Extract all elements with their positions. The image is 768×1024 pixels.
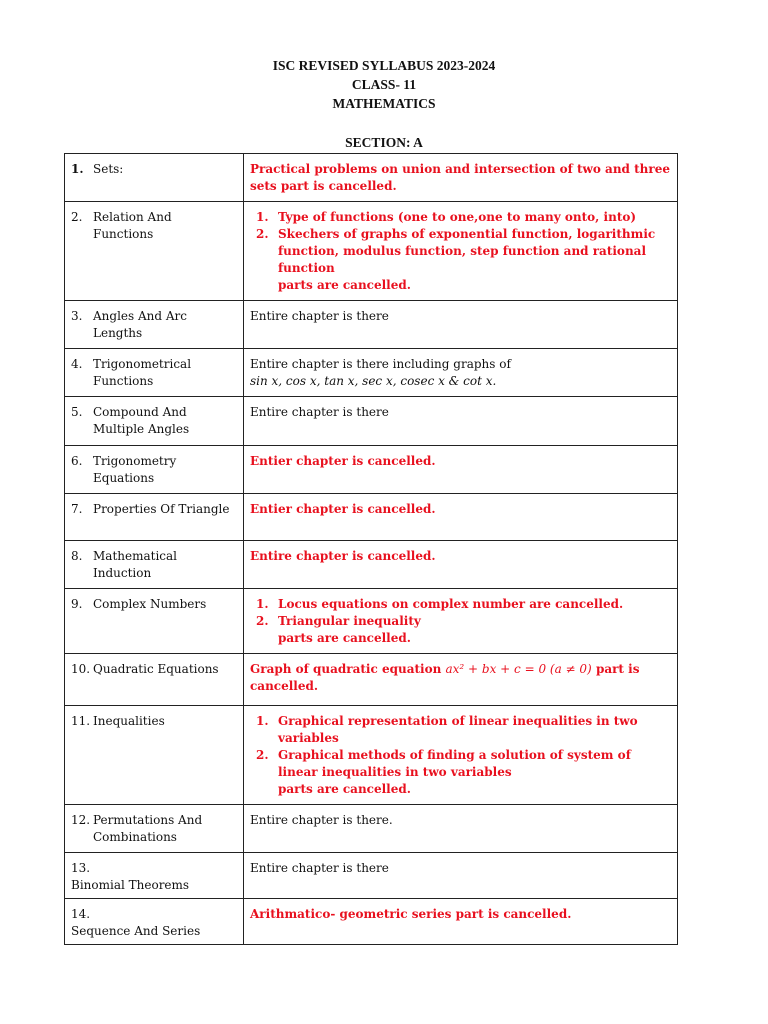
status-text: Practical problems on union and intersection of two and three sets part is cancelled. — [250, 162, 670, 193]
row-number: 4. — [71, 357, 83, 371]
class-label: CLASS- 11 — [351, 77, 417, 92]
topic-name: Quadratic Equations — [93, 662, 219, 676]
row-number: 5. — [71, 405, 83, 419]
row-number: 13. — [71, 861, 91, 875]
status-cell — [244, 494, 678, 541]
row-number: 11. — [71, 714, 91, 728]
table-row — [65, 805, 678, 853]
row-number: 1. — [71, 162, 84, 176]
topic-name: Properties Of Triangle — [93, 502, 230, 516]
subject-label: MATHEMATICS — [332, 96, 436, 111]
topic-cell — [65, 202, 244, 301]
status-text: Graph of quadratic equation — [250, 662, 442, 676]
status-cell — [244, 154, 678, 202]
list-item: 2. Skechers of graphs of exponential function, logarithmic function, modulus function, step function and rational function — [256, 227, 656, 275]
row-number: 14. — [71, 907, 91, 921]
topic-cell — [65, 541, 244, 589]
status-cell — [244, 899, 678, 945]
row-number: 8. — [71, 549, 83, 563]
table-row — [65, 899, 678, 945]
topic-name: Trigonometry Equations — [93, 454, 177, 485]
status-text: Entire chapter is there — [250, 309, 389, 323]
cancelled-list — [250, 209, 671, 277]
topic-cell — [65, 853, 244, 899]
table-row — [65, 397, 678, 446]
table-row — [65, 349, 678, 397]
topic-cell — [65, 397, 244, 446]
status-math: sin x, cos x, tan x, sec x, cosec x & cot x. — [250, 374, 497, 388]
status-text: Entire chapter is cancelled. — [250, 549, 436, 563]
topic-cell — [65, 349, 244, 397]
status-cell — [244, 301, 678, 349]
status-text: Entire chapter is there. — [250, 813, 393, 827]
list-tail: parts are cancelled. — [278, 631, 411, 645]
table-row — [65, 589, 678, 654]
table-row — [65, 446, 678, 494]
topic-name: Trigonometrical Functions — [93, 357, 192, 388]
status-cell — [244, 541, 678, 589]
status-cell — [244, 805, 678, 853]
status-text: Entire chapter is there — [250, 405, 389, 419]
topic-name: Complex Numbers — [93, 597, 207, 611]
doc-title: ISC REVISED SYLLABUS 2023-2024 — [272, 58, 496, 73]
status-cell — [244, 446, 678, 494]
list-tail: parts are cancelled. — [278, 278, 411, 292]
status-cell — [244, 706, 678, 805]
topic-name: Mathematical Induction — [93, 549, 177, 580]
topic-cell — [65, 899, 244, 945]
topic-cell — [65, 706, 244, 805]
topic-cell — [65, 654, 244, 706]
row-number: 10. — [71, 662, 91, 676]
status-cell — [244, 654, 678, 706]
list-item: 1. Locus equations on complex number are cancelled. — [256, 597, 624, 611]
row-number: 3. — [71, 309, 83, 323]
list-item: 1. Type of functions (one to one,one to many onto, into) — [256, 210, 637, 224]
status-text: Entire chapter is there including graphs of — [250, 357, 511, 371]
row-number: 7. — [71, 502, 83, 516]
table-row — [65, 154, 678, 202]
topic-name: Inequalities — [93, 714, 165, 728]
table-row — [65, 654, 678, 706]
row-number: 2. — [71, 210, 83, 224]
syllabus-table — [64, 153, 678, 945]
topic-cell — [65, 154, 244, 202]
list-item: 2. Triangular inequality — [256, 614, 421, 628]
status-text: Entier chapter is cancelled. — [250, 502, 436, 516]
status-cell — [244, 397, 678, 446]
list-tail: parts are cancelled. — [278, 782, 411, 796]
row-number: 6. — [71, 454, 83, 468]
status-text: Arithmatico- geometric series part is cancelled. — [250, 907, 572, 921]
table-row — [65, 202, 678, 301]
cancelled-list — [250, 713, 671, 781]
section-label: SECTION: A — [345, 135, 423, 150]
table-row — [65, 494, 678, 541]
topic-cell — [65, 446, 244, 494]
status-math: ax² + bx + c = 0 (a ≠ 0) — [445, 662, 592, 676]
list-item: 1. Graphical representation of linear inequalities in two variables — [256, 714, 638, 745]
topic-cell — [65, 805, 244, 853]
status-cell — [244, 202, 678, 301]
status-cell — [244, 589, 678, 654]
topic-name: Sequence And Series — [71, 924, 201, 938]
topic-name: Angles And Arc Lengths — [93, 309, 188, 340]
row-number: 12. — [71, 813, 91, 827]
topic-name: Compound And Multiple Angles — [93, 405, 190, 436]
table-row — [65, 541, 678, 589]
status-text-post: part is cancelled. — [250, 662, 640, 693]
table-row — [65, 853, 678, 899]
table-row — [65, 301, 678, 349]
topic-cell — [65, 589, 244, 654]
topic-name: Relation And Functions — [93, 210, 172, 241]
topic-name: Sets: — [93, 162, 124, 176]
topic-name: Permutations And Combinations — [93, 813, 203, 844]
list-item: 2. Graphical methods of finding a solution of system of linear inequalities in two variables — [256, 748, 631, 779]
topic-cell — [65, 301, 244, 349]
status-text: Entier chapter is cancelled. — [250, 454, 436, 468]
table-row — [65, 706, 678, 805]
topic-name: Binomial Theorems — [71, 878, 190, 892]
status-cell — [244, 349, 678, 397]
cancelled-list — [250, 596, 671, 630]
status-text: Entire chapter is there — [250, 861, 389, 875]
row-number: 9. — [71, 597, 83, 611]
topic-cell — [65, 494, 244, 541]
status-cell — [244, 853, 678, 899]
